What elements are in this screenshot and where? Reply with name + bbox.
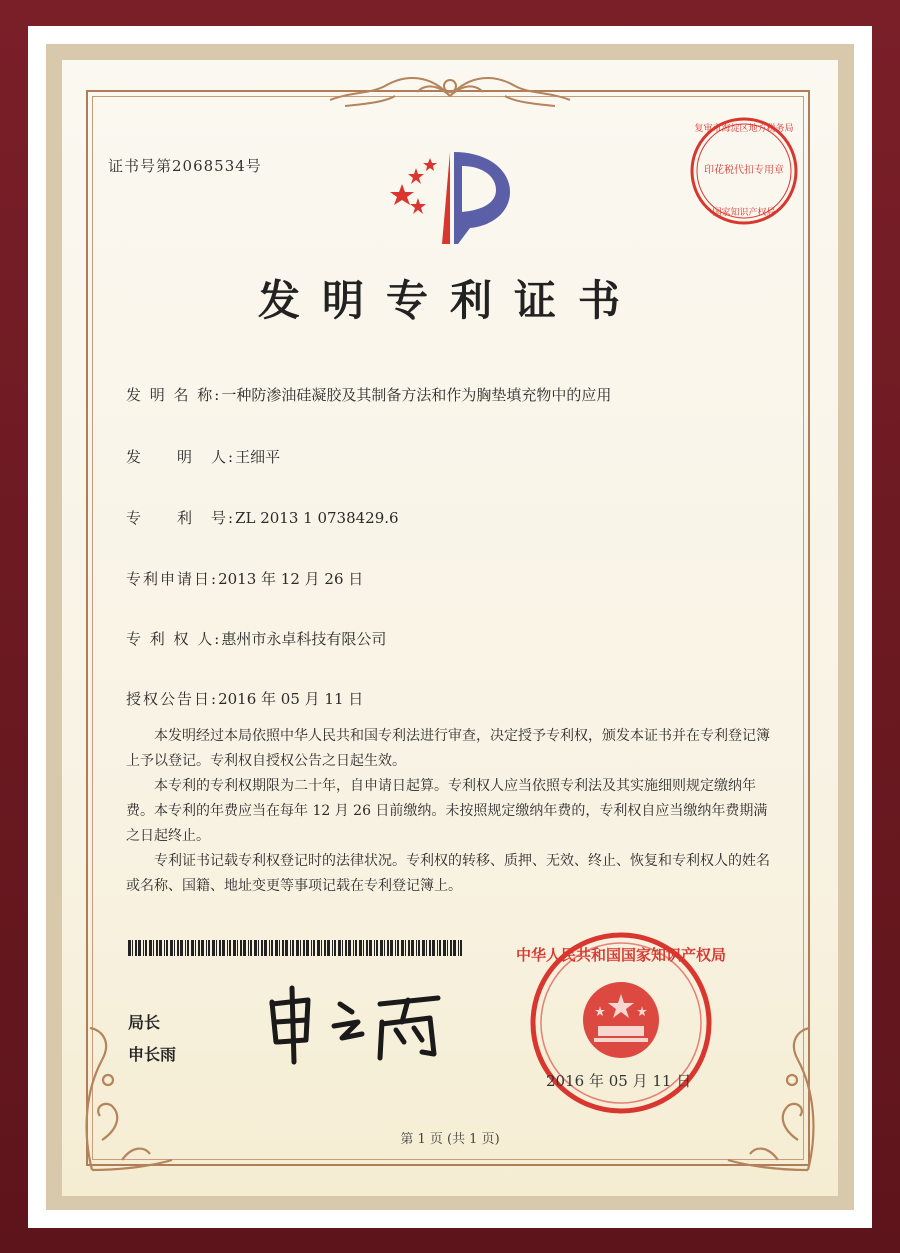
tax-stamp-seal-icon [688,115,800,227]
seal-small-center-text: 印花税代扣专用章 [704,165,784,176]
top-ornament-icon [325,66,575,110]
field-value: 一种防渗油硅凝胶及其制备方法和作为胸垫填充物中的应用 [221,386,612,404]
field-value: 王细平 [235,448,281,466]
field-value: 惠州市永卓科技有限公司 [221,630,387,648]
seal-big-text: 中华人民共和国国家知识产权局 [515,946,727,964]
seal-date: 2016 年 05 月 11 日 [546,1072,692,1090]
field-patent-number [126,507,399,528]
seal-small-bottom-text: 国家知识产权局 [712,208,776,218]
barcode-icon [128,940,468,956]
signature-icon [262,982,452,1072]
field-label: 授权公告日: [126,690,219,708]
certificate-body [126,724,776,899]
field-label: 专 利 权 人: [126,630,222,648]
page-number: 第 1 页 (共 1 页) [400,1132,500,1147]
field-inventor [126,446,280,467]
body-paragraph: 专利证书记载专利权登记时的法律状况。专利权的转移、质押、无效、终止、恢复和专利权人的姓名或名称、国籍、地址变更等事项记载在专利登记簿上。 [126,853,770,894]
field-label: 发 明 人: [126,448,236,466]
certificate-number: 证书号第2068534号 [108,157,262,175]
body-paragraph: 本发明经过本局依照中华人民共和国专利法进行审查，决定授予专利权，颁发本证书并在专利登记簿上予以登记。专利权自授权公告之日起生效。 [126,728,770,769]
field-application-date [126,568,363,589]
corner-ornament-right-icon [718,1020,828,1180]
director-name: 申长雨 [128,1045,177,1064]
field-grant-date [126,688,363,709]
field-invention-name [126,384,611,405]
field-value: 2013 年 12 月 26 日 [218,570,364,588]
field-value: 2016 年 05 月 11 日 [218,690,364,708]
director-title: 局长 [128,1013,161,1032]
field-label: 发 明 名 称: [126,386,222,404]
patent-office-logo-icon [388,148,518,248]
seal-small-top-text: 复审市海淀区地方税务局 [694,124,794,134]
certificate-title: 发明专利证书 [257,276,642,325]
field-patentee [126,628,386,649]
field-value: ZL 2013 1 0738429.6 [235,509,399,527]
field-label: 专利申请日: [126,570,219,588]
field-label: 专 利 号: [126,509,236,527]
body-paragraph: 本专利的专利权期限为二十年，自申请日起算。专利权人应当依照专利法及其实施细则规定缴纳年费。本专利的年费应当在每年 12 月 26 日前缴纳。未按照规定缴纳年费的，专利权自应当缴纳年费期满之日起终止。 [126,778,768,844]
